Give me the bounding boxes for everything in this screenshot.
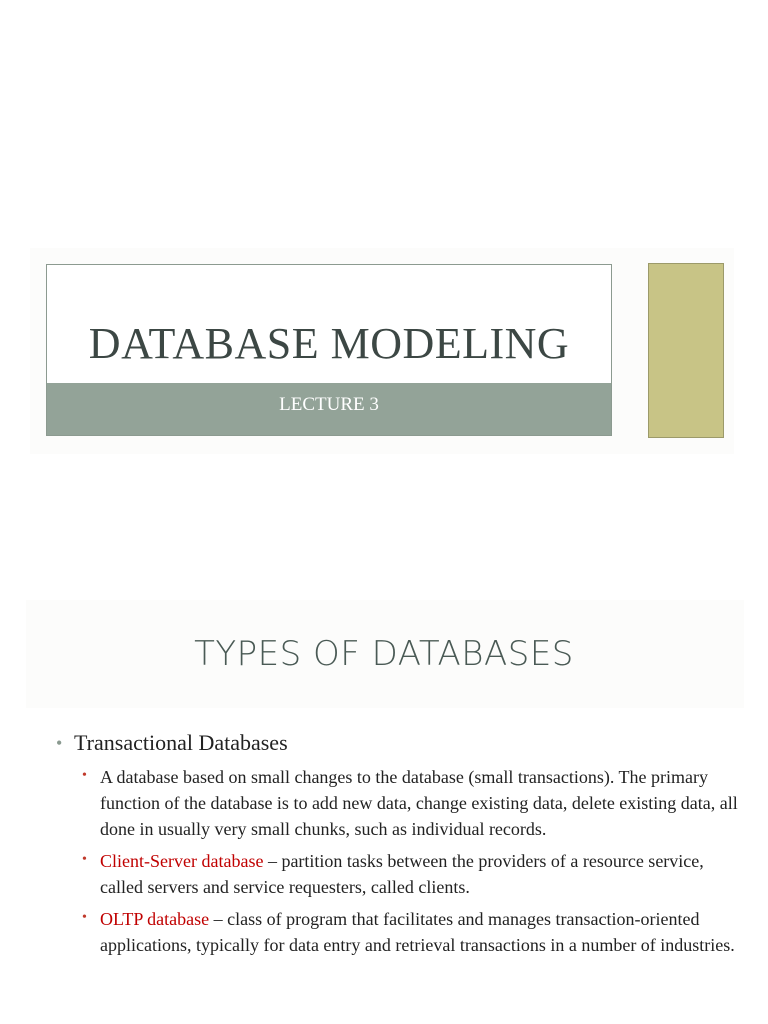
bullet-text: Transactional Databases xyxy=(74,730,288,755)
bullet-icon: • xyxy=(82,768,87,783)
slide-title: DATABASE MODELING xyxy=(88,319,570,368)
sub-list-item xyxy=(74,764,744,842)
bullet-icon: • xyxy=(82,910,87,925)
bullet-icon: • xyxy=(82,852,87,867)
term-client-server: Client-Server database xyxy=(100,851,264,871)
bullet-icon: • xyxy=(56,733,63,753)
bullet-list xyxy=(54,728,744,964)
sub-list-item xyxy=(74,906,744,958)
sub-bullet-list xyxy=(74,764,744,958)
sub-bullet-text: – class of program that facilitates and manages transaction-oriented applications, typically for data entry and retrieval transactions in a number of industries. xyxy=(100,909,735,955)
sub-bullet-text: – partition tasks between the providers of a resource service, called servers and service requesters, called clients. xyxy=(100,851,704,897)
accent-block xyxy=(648,263,724,438)
term-oltp: OLTP database xyxy=(100,909,210,929)
content-slide-title: TYPES OF DATABASES xyxy=(194,634,574,674)
sub-bullet-text: A database based on small changes to the database (small transactions). The primary function of the database is to add new data, change existing data, delete existing data, all done in usually very small chunks, such as individual records. xyxy=(100,767,738,839)
list-item xyxy=(54,728,744,958)
sub-list-item xyxy=(74,848,744,900)
slide-subtitle: LECTURE 3 xyxy=(279,394,379,415)
